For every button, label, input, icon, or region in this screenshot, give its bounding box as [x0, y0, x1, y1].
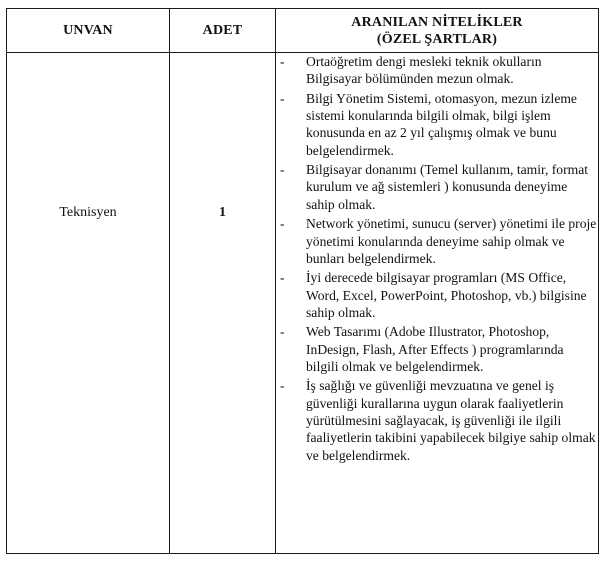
requirement-text: İyi derecede bilgisayar programları (MS Office, Word, Excel, PowerPoint, Photoshop, vb.) bilgisine sahip olmak. — [306, 270, 587, 320]
bullet-dash: - — [280, 270, 285, 286]
header-requirements-line2: (ÖZEL ŞARTLAR) — [376, 31, 498, 47]
bullet-dash: - — [280, 54, 285, 69]
requirements-table — [6, 8, 599, 554]
list-item — [276, 53, 598, 88]
list-item — [276, 377, 598, 463]
requirements-list — [276, 53, 598, 464]
requirement-text: Web Tasarımı (Adobe Illustrator, Photoshop, InDesign, Flash, After Effects ) programlarında bilgili olmak ve belgelendirmek. — [306, 324, 564, 374]
header-title — [7, 9, 170, 53]
list-item — [276, 90, 598, 159]
bullet-dash: - — [280, 216, 285, 232]
list-item — [276, 215, 598, 267]
position-count: 1 — [219, 205, 226, 220]
header-title-label: UNVAN — [63, 23, 113, 38]
requirement-text: İş sağlığı ve güvenliği mevzuatına ve genel iş güvenliği kurallarına uygun olarak faaliyetlerin yürütülmesini sağlayacak, iş güvenliği ile ilgili faaliyetlerin takibini yapabilecek bilgiye sahip olmak ve belgelendirmek. — [306, 378, 596, 463]
bullet-dash: - — [280, 90, 285, 106]
requirement-text: Ortaöğretim dengi mesleki teknik okulların Bilgisayar bölümünden mezun olmak. — [306, 54, 542, 87]
header-requirements — [276, 9, 599, 53]
table-header-row — [7, 9, 599, 53]
list-item — [276, 269, 598, 321]
header-count-label: ADET — [202, 23, 243, 38]
bullet-dash: - — [280, 162, 285, 178]
table-row — [7, 53, 599, 554]
position-title: Teknisyen — [59, 205, 117, 220]
requirement-text: Bilgisayar donanımı (Temel kullanım, tamir, format kurulum ve ağ sistemleri ) konusunda deneyime sahip olmak. — [306, 162, 589, 212]
requirements-cell — [276, 53, 599, 554]
header-count — [170, 9, 276, 53]
title-cell — [7, 53, 170, 554]
requirement-text: Network yönetimi, sunucu (server) yönetimi ile proje yönetimi konularında deneyime sahip olmak ve bunları belgelendirmek. — [306, 216, 597, 266]
header-requirements-line1: ARANILAN NİTELİKLER — [351, 14, 523, 30]
bullet-dash: - — [280, 378, 285, 394]
count-cell — [170, 53, 276, 554]
list-item — [276, 161, 598, 213]
list-item — [276, 323, 598, 375]
bullet-dash: - — [280, 324, 285, 340]
requirement-text: Bilgi Yönetim Sistemi, otomasyon, mezun izleme sistemi konularında bilgili olmak, bilgi işlem konusunda en az 2 yıl çalışmış olmak ve bunu belgelendirmek. — [306, 90, 577, 158]
